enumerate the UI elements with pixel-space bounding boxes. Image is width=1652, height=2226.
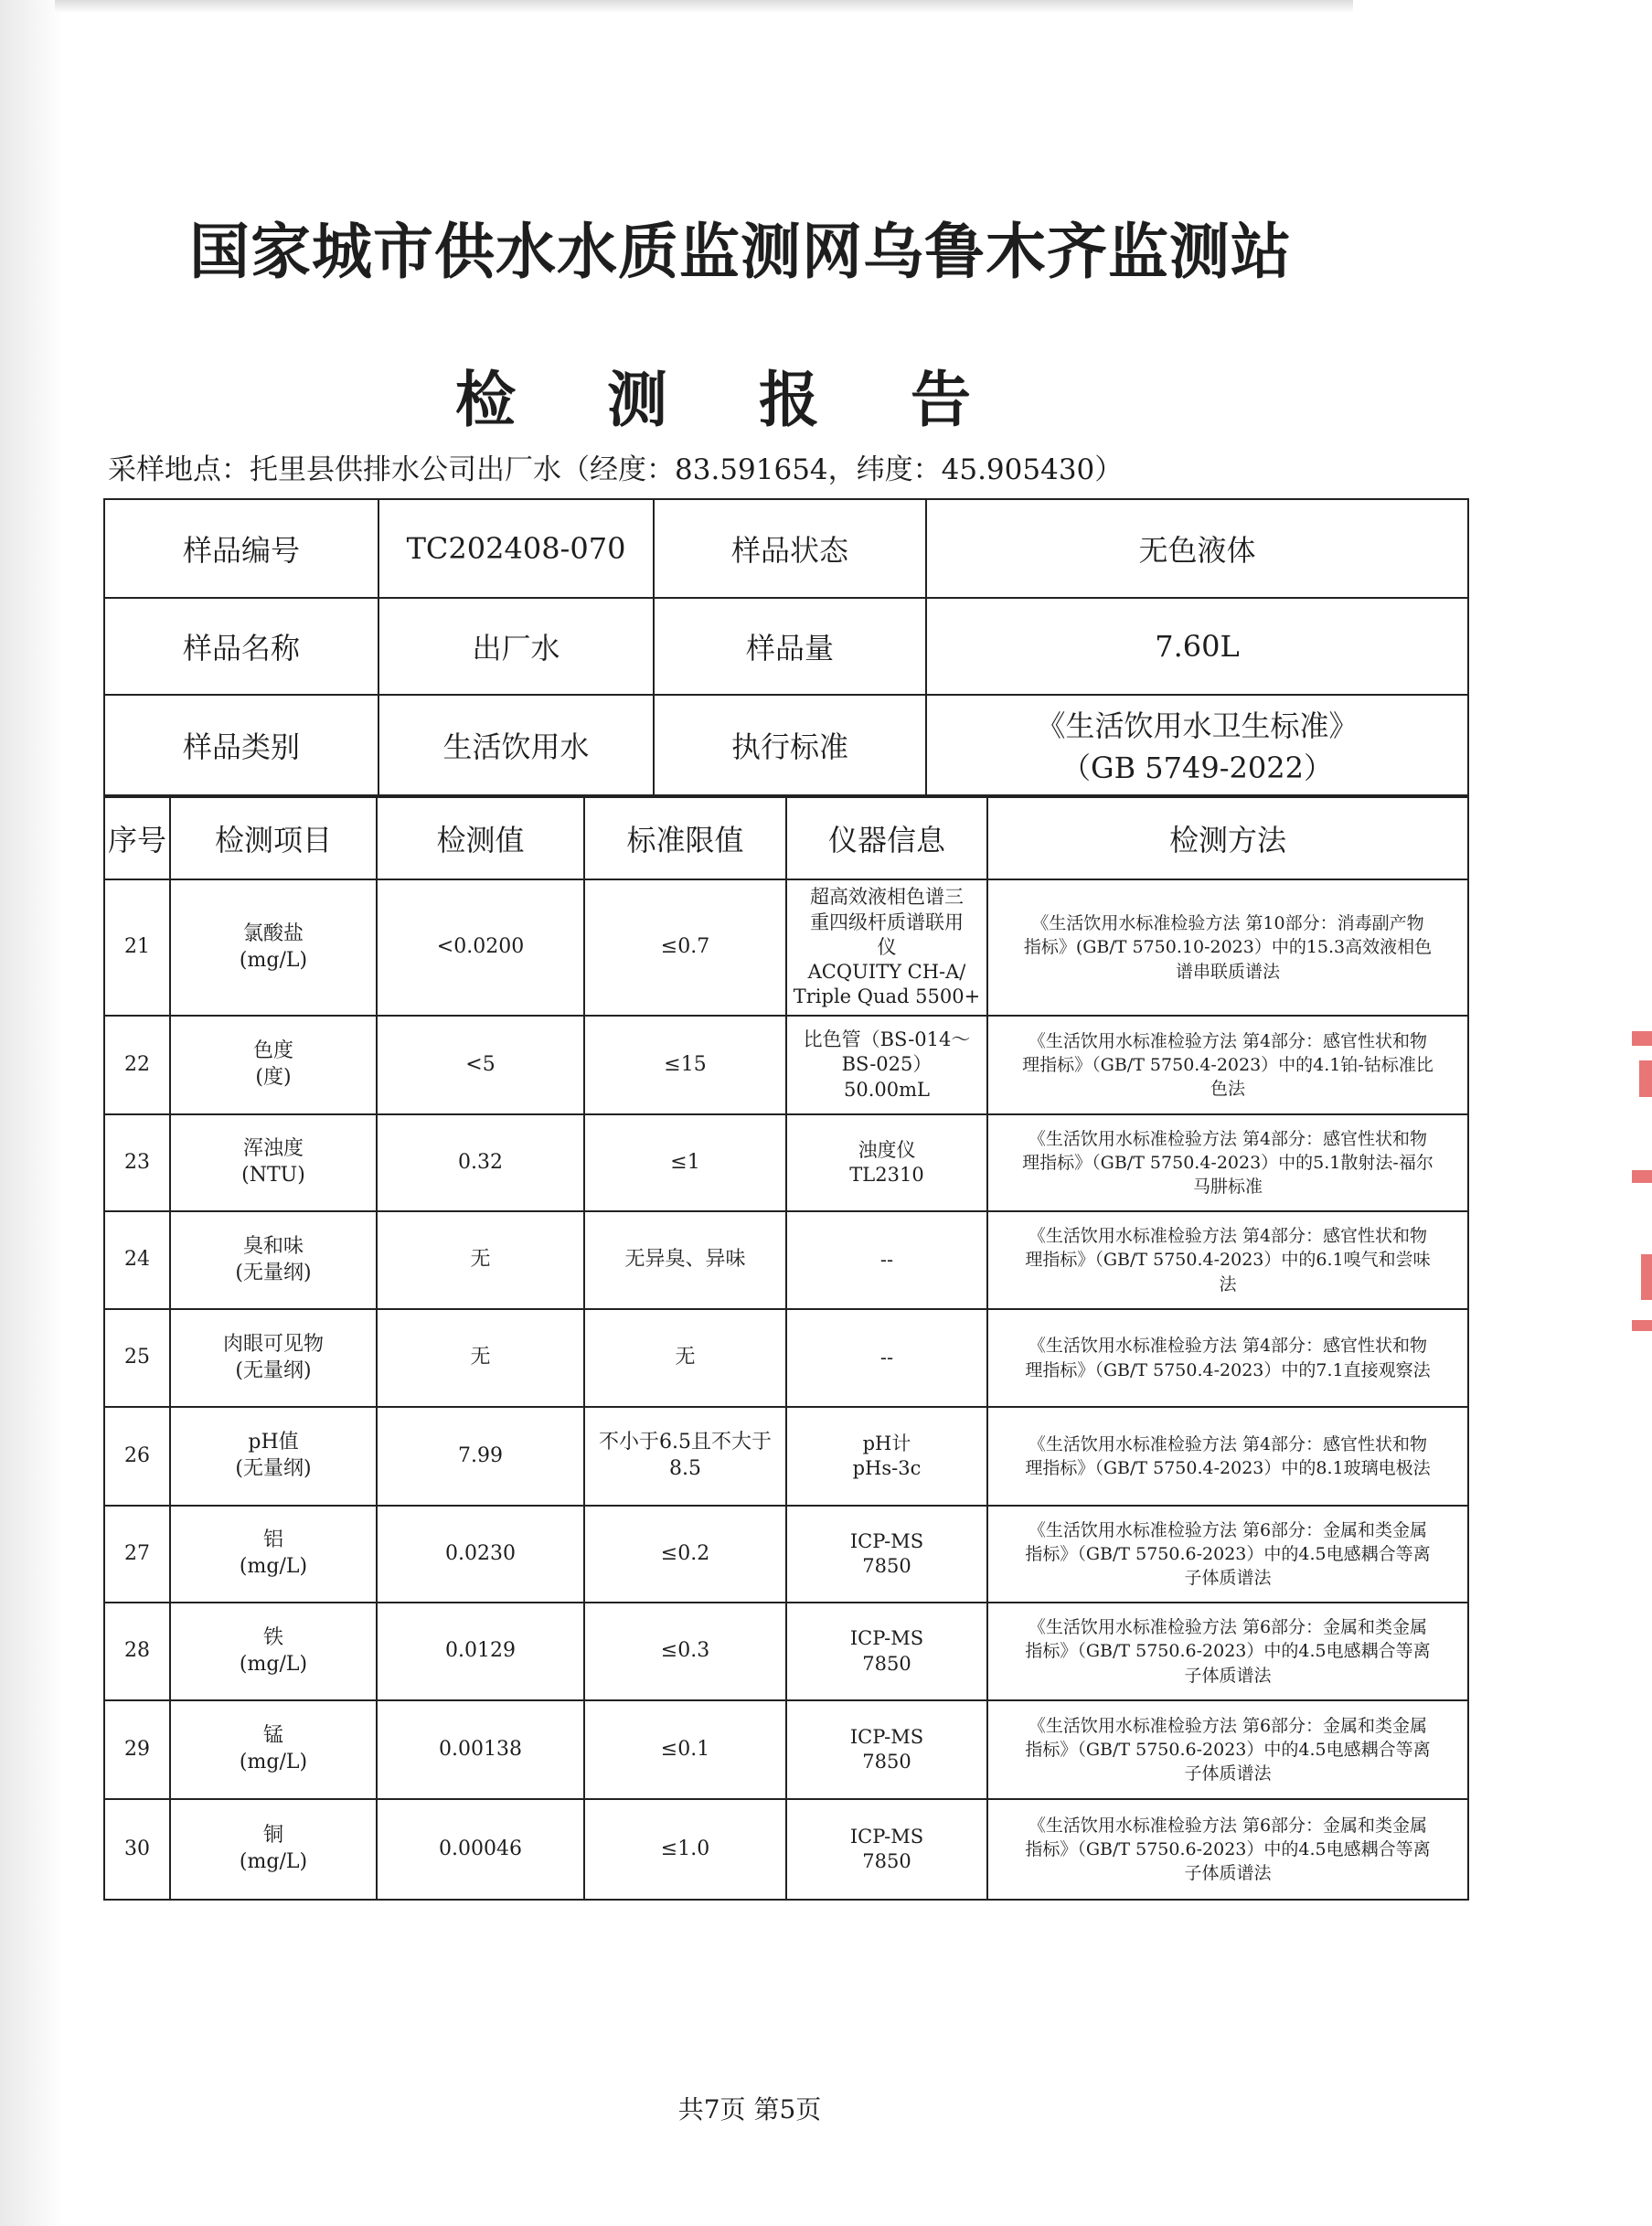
sampling-location [108, 446, 1123, 487]
test-method-line: 子体质谱法 [1184, 1665, 1272, 1686]
test-method-line: 《生活饮用水标准检验方法 第10部分：消毒副产物 [1031, 913, 1424, 934]
page-number: 共7页 第5页 [677, 2094, 822, 2125]
instrument-info-line: 50.00mL [844, 1078, 930, 1101]
instrument-info-line: ICP-MS [849, 1725, 924, 1748]
instrument-info-line: 仪 [877, 935, 897, 958]
test-item-line: (mg/L) [239, 1652, 308, 1676]
standard-limit-line: 无 [675, 1346, 696, 1369]
table-row [104, 1603, 1468, 1700]
instrument-info-line: pHs-3c [852, 1457, 922, 1479]
test-method-line: 《生活饮用水标准检验方法 第6部分：金属和类金属 [1028, 1815, 1428, 1836]
test-item [170, 1114, 377, 1211]
test-value: 无 [377, 1309, 584, 1407]
info-value-line: 7.60L [1155, 629, 1240, 664]
sample-info-row [104, 695, 1468, 795]
test-item [170, 1700, 377, 1799]
info-label: 样品名称 [104, 598, 378, 695]
standard-limit [584, 1114, 786, 1211]
results-table [103, 796, 1469, 1901]
row-number: 25 [104, 1309, 170, 1407]
standard-limit-line: 8.5 [669, 1457, 701, 1480]
table-row [104, 1506, 1468, 1603]
info-value-line: 《生活饮用水卫生标准》 [1036, 708, 1359, 743]
test-method-line: 色法 [1210, 1079, 1245, 1100]
standard-limit [584, 1211, 786, 1309]
row-number: 22 [104, 1016, 170, 1114]
instrument-info-line: 7850 [862, 1850, 911, 1872]
standard-limit [584, 1016, 786, 1114]
test-method [987, 1211, 1468, 1309]
instrument-info [786, 1603, 987, 1700]
test-method-line: 理指标》（GB/T 5750.4-2023）中的4.1铂-钴标准比 [1022, 1054, 1434, 1075]
instrument-info-line: ICP-MS [849, 1529, 924, 1552]
test-method [987, 1603, 1468, 1700]
instrument-info [786, 879, 987, 1016]
table-row [104, 1016, 1468, 1114]
instrument-info-line: ICP-MS [849, 1825, 924, 1848]
row-number: 30 [104, 1799, 170, 1900]
test-value: 0.00046 [377, 1799, 584, 1900]
standard-limit [584, 1506, 786, 1603]
stamp-edge-mark [1632, 1031, 1652, 1046]
instrument-info-line: 浊度仪 [858, 1138, 916, 1161]
info-label: 样品状态 [654, 499, 926, 598]
row-number: 29 [104, 1700, 170, 1799]
test-item-line: (无量纲) [235, 1261, 312, 1284]
test-method-line: 《生活饮用水标准检验方法 第6部分：金属和类金属 [1028, 1617, 1428, 1638]
table-row [104, 1799, 1468, 1900]
instrument-info [786, 1506, 987, 1603]
test-item-line: 浑浊度 [242, 1137, 304, 1161]
test-item-line: 色度 [252, 1039, 293, 1063]
standard-limit-line: ≤0.1 [660, 1737, 710, 1761]
table-row [104, 1211, 1468, 1309]
test-method [987, 1799, 1468, 1900]
sampling-location-label: 采样地点： [108, 453, 250, 486]
standard-limit [584, 1799, 786, 1900]
instrument-info-line: 重四级杆质谱联用 [810, 911, 964, 933]
test-value: 0.32 [377, 1114, 584, 1211]
row-number: 27 [104, 1506, 170, 1603]
test-value: 7.99 [377, 1407, 584, 1506]
test-method-line: 《生活饮用水标准检验方法 第4部分：感官性状和物 [1028, 1433, 1428, 1454]
test-method-line: 理指标》（GB/T 5750.4-2023）中的8.1玻璃电极法 [1025, 1458, 1431, 1478]
results-header-row [104, 797, 1468, 879]
standard-limit [584, 1309, 786, 1407]
standard-limit-line: ≤15 [664, 1052, 707, 1076]
test-method-line: 指标》（GB/T 5750.6-2023）中的4.5电感耦合等离 [1025, 1739, 1431, 1760]
test-item-line: (mg/L) [239, 1751, 308, 1773]
instrument-info [786, 1309, 987, 1407]
column-header: 仪器信息 [786, 797, 987, 879]
row-number: 24 [104, 1211, 170, 1309]
standard-limit [584, 879, 786, 1016]
stamp-edge-mark [1632, 1170, 1652, 1183]
column-header: 序号 [104, 797, 170, 879]
table-row [104, 879, 1468, 1016]
standard-limit [584, 1603, 786, 1700]
test-item [170, 1603, 377, 1700]
info-value-line: （GB 5749-2022） [1061, 751, 1333, 785]
instrument-info-line: -- [879, 1248, 894, 1271]
info-value: 生活饮用水 [378, 695, 654, 795]
table-row [104, 1700, 1468, 1799]
instrument-info [786, 1407, 987, 1506]
test-method-line: 法 [1219, 1273, 1237, 1294]
instrument-info-line: 7850 [862, 1751, 911, 1773]
info-label: 样品量 [654, 598, 926, 695]
info-value [926, 598, 1468, 695]
instrument-info-line: ICP-MS [849, 1627, 924, 1650]
test-item-line: 铁 [262, 1625, 283, 1649]
info-value-line: 无色液体 [1138, 533, 1256, 568]
info-value: 出厂水 [378, 598, 654, 695]
instrument-info-line: BS-025） [841, 1053, 933, 1076]
test-method-line: 《生活饮用水标准检验方法 第4部分：感官性状和物 [1028, 1030, 1428, 1051]
test-method-line: 《生活饮用水标准检验方法 第6部分：金属和类金属 [1028, 1519, 1428, 1540]
test-method-line: 指标》（GB/T 5750.6-2023）中的4.5电感耦合等离 [1025, 1838, 1431, 1859]
test-method-line: 指标》（GB/T 5750.6-2023）中的4.5电感耦合等离 [1025, 1543, 1431, 1564]
table-row [104, 1407, 1468, 1506]
test-item-line: (度) [255, 1066, 292, 1089]
test-method [987, 1700, 1468, 1799]
stamp-edge-mark [1639, 1060, 1652, 1097]
report-title: 检测报告 [455, 364, 1062, 435]
test-item [170, 879, 377, 1016]
test-item [170, 1211, 377, 1309]
sample-info-row [104, 499, 1468, 598]
standard-limit-line: ≤0.7 [660, 935, 710, 959]
test-method-line: 《生活饮用水标准检验方法 第4部分：感官性状和物 [1028, 1128, 1428, 1149]
scan-shadow-left [0, 0, 64, 2226]
table-row [104, 1114, 1468, 1211]
instrument-info-line: 超高效液相色谱三 [810, 886, 964, 909]
instrument-info [786, 1211, 987, 1309]
column-header: 检测值 [377, 797, 584, 879]
test-item-line: 氯酸盐 [242, 921, 304, 945]
instrument-info-line: 7850 [862, 1652, 911, 1675]
test-method-line: 子体质谱法 [1184, 1863, 1272, 1884]
test-item [170, 1506, 377, 1603]
test-method [987, 1309, 1468, 1407]
test-method [987, 1407, 1468, 1506]
test-item-line: (无量纲) [235, 1457, 312, 1480]
instrument-info-line: -- [879, 1346, 894, 1369]
row-number: 28 [104, 1603, 170, 1700]
stamp-edge-mark [1632, 1320, 1652, 1331]
test-method-line: 《生活饮用水标准检验方法 第6部分：金属和类金属 [1028, 1715, 1428, 1736]
sampling-location-value: 托里县供排水公司出厂水（经度：83.591654，纬度：45.905430） [250, 453, 1124, 486]
standard-limit-line: ≤0.2 [660, 1541, 710, 1565]
standard-limit-line: ≤1 [670, 1150, 700, 1174]
test-value: 无 [377, 1211, 584, 1309]
sample-info-table [103, 498, 1469, 796]
test-method-line: 谱串联质谱法 [1175, 961, 1280, 982]
instrument-info-line: ACQUITY CH-A/ [807, 961, 966, 984]
test-method [987, 1114, 1468, 1211]
standard-limit-line: ≤0.3 [660, 1639, 710, 1663]
info-value: TC202408-070 [378, 499, 654, 598]
test-item [170, 1309, 377, 1407]
test-value: <0.0200 [377, 879, 584, 1016]
test-item-line: 铜 [262, 1824, 283, 1848]
test-method-line: 马肼标准 [1192, 1177, 1263, 1198]
test-method-line: 理指标》（GB/T 5750.4-2023）中的6.1嗅气和尝味 [1025, 1250, 1431, 1271]
test-item-line: (mg/L) [239, 948, 308, 972]
instrument-info-line: pH计 [862, 1432, 911, 1454]
instrument-info [786, 1700, 987, 1799]
scan-shadow-top [55, 0, 1353, 13]
info-label: 样品类别 [104, 695, 378, 795]
test-value: 0.0230 [377, 1506, 584, 1603]
instrument-info-line: Triple Quad 5500+ [793, 985, 981, 1008]
standard-limit-line: ≤1.0 [660, 1837, 710, 1860]
test-item-line: 锰 [262, 1724, 283, 1748]
column-header: 检测方法 [987, 797, 1468, 879]
row-number: 23 [104, 1114, 170, 1211]
info-label: 样品编号 [104, 499, 378, 598]
test-method-line: 子体质谱法 [1184, 1568, 1272, 1589]
test-item [170, 1016, 377, 1114]
test-value: <5 [377, 1016, 584, 1114]
sample-info-row [104, 598, 1468, 695]
instrument-info [786, 1016, 987, 1114]
test-method-line: 《生活饮用水标准检验方法 第4部分：感官性状和物 [1028, 1336, 1428, 1357]
instrument-info-line: 比色管（BS-014～ [803, 1028, 971, 1051]
test-item-line: (NTU) [241, 1164, 305, 1187]
test-item-line: (无量纲) [235, 1358, 312, 1382]
standard-limit-line: 不小于6.5且不大于 [599, 1431, 772, 1454]
test-item-line: 肉眼可见物 [222, 1332, 324, 1356]
test-value: 0.00138 [377, 1700, 584, 1799]
test-value: 0.0129 [377, 1603, 584, 1700]
test-method [987, 879, 1468, 1016]
test-item [170, 1799, 377, 1900]
test-item-line: 铝 [262, 1528, 283, 1552]
test-method [987, 1016, 1468, 1114]
test-method [987, 1506, 1468, 1603]
row-number: 26 [104, 1407, 170, 1506]
test-item-line: pH值 [248, 1431, 299, 1454]
test-method-line: 理指标》（GB/T 5750.4-2023）中的5.1散射法-福尔 [1022, 1152, 1434, 1173]
test-item-line: (mg/L) [239, 1850, 308, 1873]
standard-limit [584, 1700, 786, 1799]
column-header: 检测项目 [170, 797, 377, 879]
column-header: 标准限值 [584, 797, 786, 879]
row-number: 21 [104, 879, 170, 1016]
test-method-line: 子体质谱法 [1184, 1763, 1272, 1784]
standard-limit-line: 无异臭、异味 [624, 1248, 746, 1272]
test-method-line: 指标》(GB/T 5750.10-2023）中的15.3高效液相色 [1023, 937, 1433, 958]
stamp-edge-mark [1641, 1254, 1652, 1300]
test-item-line: 臭和味 [242, 1234, 304, 1258]
standard-limit [584, 1407, 786, 1506]
test-item [170, 1407, 377, 1506]
test-method-line: 指标》（GB/T 5750.6-2023）中的4.5电感耦合等离 [1025, 1641, 1431, 1662]
test-method-line: 理指标》（GB/T 5750.4-2023）中的7.1直接观察法 [1025, 1359, 1431, 1380]
instrument-info-line: 7850 [862, 1555, 911, 1577]
test-item-line: (mg/L) [239, 1555, 308, 1578]
info-value [926, 499, 1468, 598]
station-title: 国家城市供水水质监测网乌鲁木齐监测站 [189, 217, 1292, 287]
test-method-line: 《生活饮用水标准检验方法 第4部分：感官性状和物 [1028, 1226, 1428, 1247]
info-value [926, 695, 1468, 795]
instrument-info [786, 1799, 987, 1900]
instrument-info [786, 1114, 987, 1211]
instrument-info-line: TL2310 [849, 1164, 924, 1186]
info-label: 执行标准 [654, 695, 926, 795]
table-row [104, 1309, 1468, 1407]
